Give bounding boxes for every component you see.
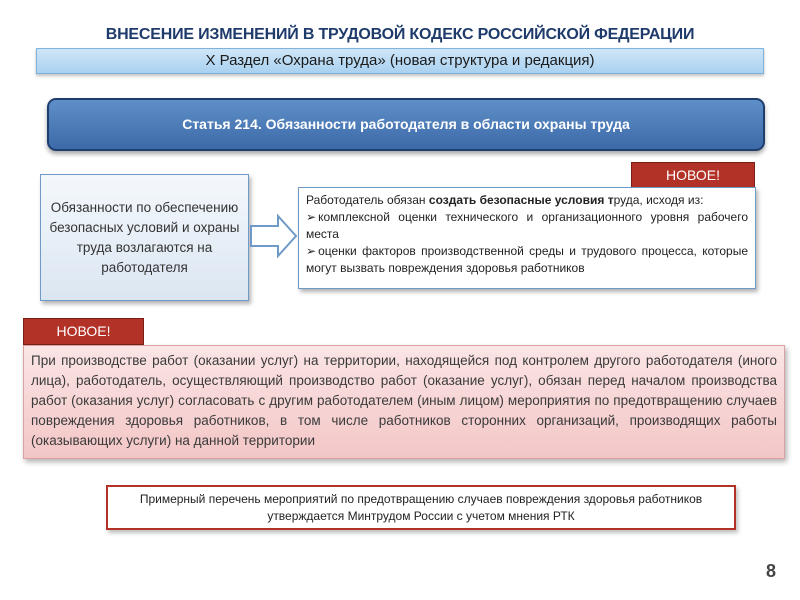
article-banner xyxy=(47,98,765,151)
page-number: 8 xyxy=(765,561,776,581)
slide-title: ВНЕСЕНИЕ ИЗМЕНЕНИЙ В ТРУДОВОЙ КОДЕКС РОССИЙСКОЙ ФЕДЕРАЦИИ xyxy=(105,26,695,43)
duty-box xyxy=(40,174,249,301)
arrow-bullet-icon: ➢ xyxy=(306,244,317,258)
duty-text: Обязанности по обеспечению безопасных условий и охраны труда возлагаются на работодателя xyxy=(49,199,240,275)
right-arrow-icon xyxy=(250,214,298,258)
contractor-requirement-text: При производстве работ (оказании услуг) на территории, находящейся под контролем другого работодателя (иного лица), работодатель, осуществляющий производство работ (оказание услуг), обязан перед началом производства работ (оказания услуг) согласовать с другим работодателем (иным лицом) мероприятия по предотвращению случаев повреждения здоровья работников, в том числе работников сторонних организаций, производящих работы (оказывающих услуги) на данной территории xyxy=(31,353,777,448)
section-subtitle: Х Раздел «Охрана труда» (новая структура и редакция) xyxy=(36,48,764,74)
employer-intro: Работодатель обязан создать безопасные условия труда, исходя из: xyxy=(306,193,704,207)
employer-intro-bold: создать безопасные условия т xyxy=(428,193,614,207)
contractor-requirement-box xyxy=(23,345,785,459)
new-badge-middle: НОВОЕ! xyxy=(23,318,144,345)
employer-list-item: ➢ оценки факторов производственной среды и трудового процесса, которые могут вызвать повреждения здоровья работников xyxy=(306,244,748,275)
approval-note-box xyxy=(106,485,736,530)
new-badge-top: НОВОЕ! xyxy=(631,162,755,189)
article-title: Статья 214. Обязанности работодателя в области охраны труда xyxy=(182,116,630,132)
approval-note-line-2: утверждается Минтрудом России с учетом мнения РТК xyxy=(267,509,575,523)
arrow-bullet-icon: ➢ xyxy=(306,210,317,224)
employer-list-item: ➢ комплексной оценки технического и организационного уровня рабочего места xyxy=(306,210,748,241)
approval-note-line-1: Примерный перечень мероприятий по предотвращению случаев повреждения здоровья работников xyxy=(139,492,703,506)
employer-duties-box xyxy=(298,187,756,289)
